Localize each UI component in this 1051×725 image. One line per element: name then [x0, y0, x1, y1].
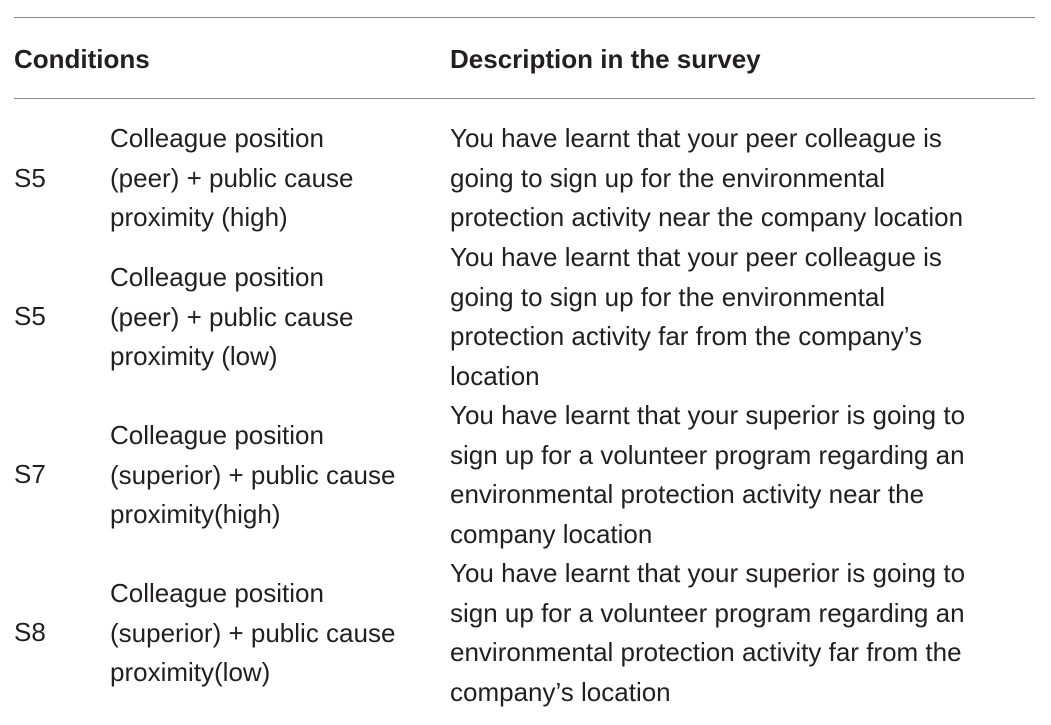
table-row [14, 238, 1035, 396]
header-description: Description in the survey [450, 44, 761, 74]
row-description: You have learnt that your superior is going to sign up for a volunteer program regarding an environmental protection activity near the company location [450, 400, 966, 549]
table-row [14, 119, 1035, 239]
row-description: You have learnt that your peer colleague is going to sign up for the environmental protection activity near the company location [450, 123, 964, 232]
row-code: S5 [14, 163, 46, 194]
row-condition: Colleague position (peer) + public cause proximity (high) [110, 123, 354, 232]
row-description: You have learnt that your superior is going to sign up for a volunteer program regarding an environmental protection activity far from the company’s location [450, 558, 966, 707]
row-condition: Colleague position (superior) + public cause proximity(high) [110, 420, 396, 529]
row-code: S5 [14, 301, 46, 332]
row-description: You have learnt that your peer colleague is going to sign up for the environmental protection activity far from the company’s location [450, 242, 942, 391]
survey-conditions-table [14, 17, 1035, 707]
row-condition: Colleague position (superior) + public cause proximity(low) [110, 578, 396, 687]
table-header-rule [14, 98, 1035, 99]
table-row [14, 396, 1035, 554]
table-header-row [14, 18, 1035, 98]
row-condition: Colleague position (peer) + public cause proximity (low) [110, 262, 354, 371]
table-row [14, 554, 1035, 712]
row-code: S7 [14, 459, 46, 490]
row-code: S8 [14, 617, 46, 648]
header-conditions: Conditions [14, 44, 150, 74]
